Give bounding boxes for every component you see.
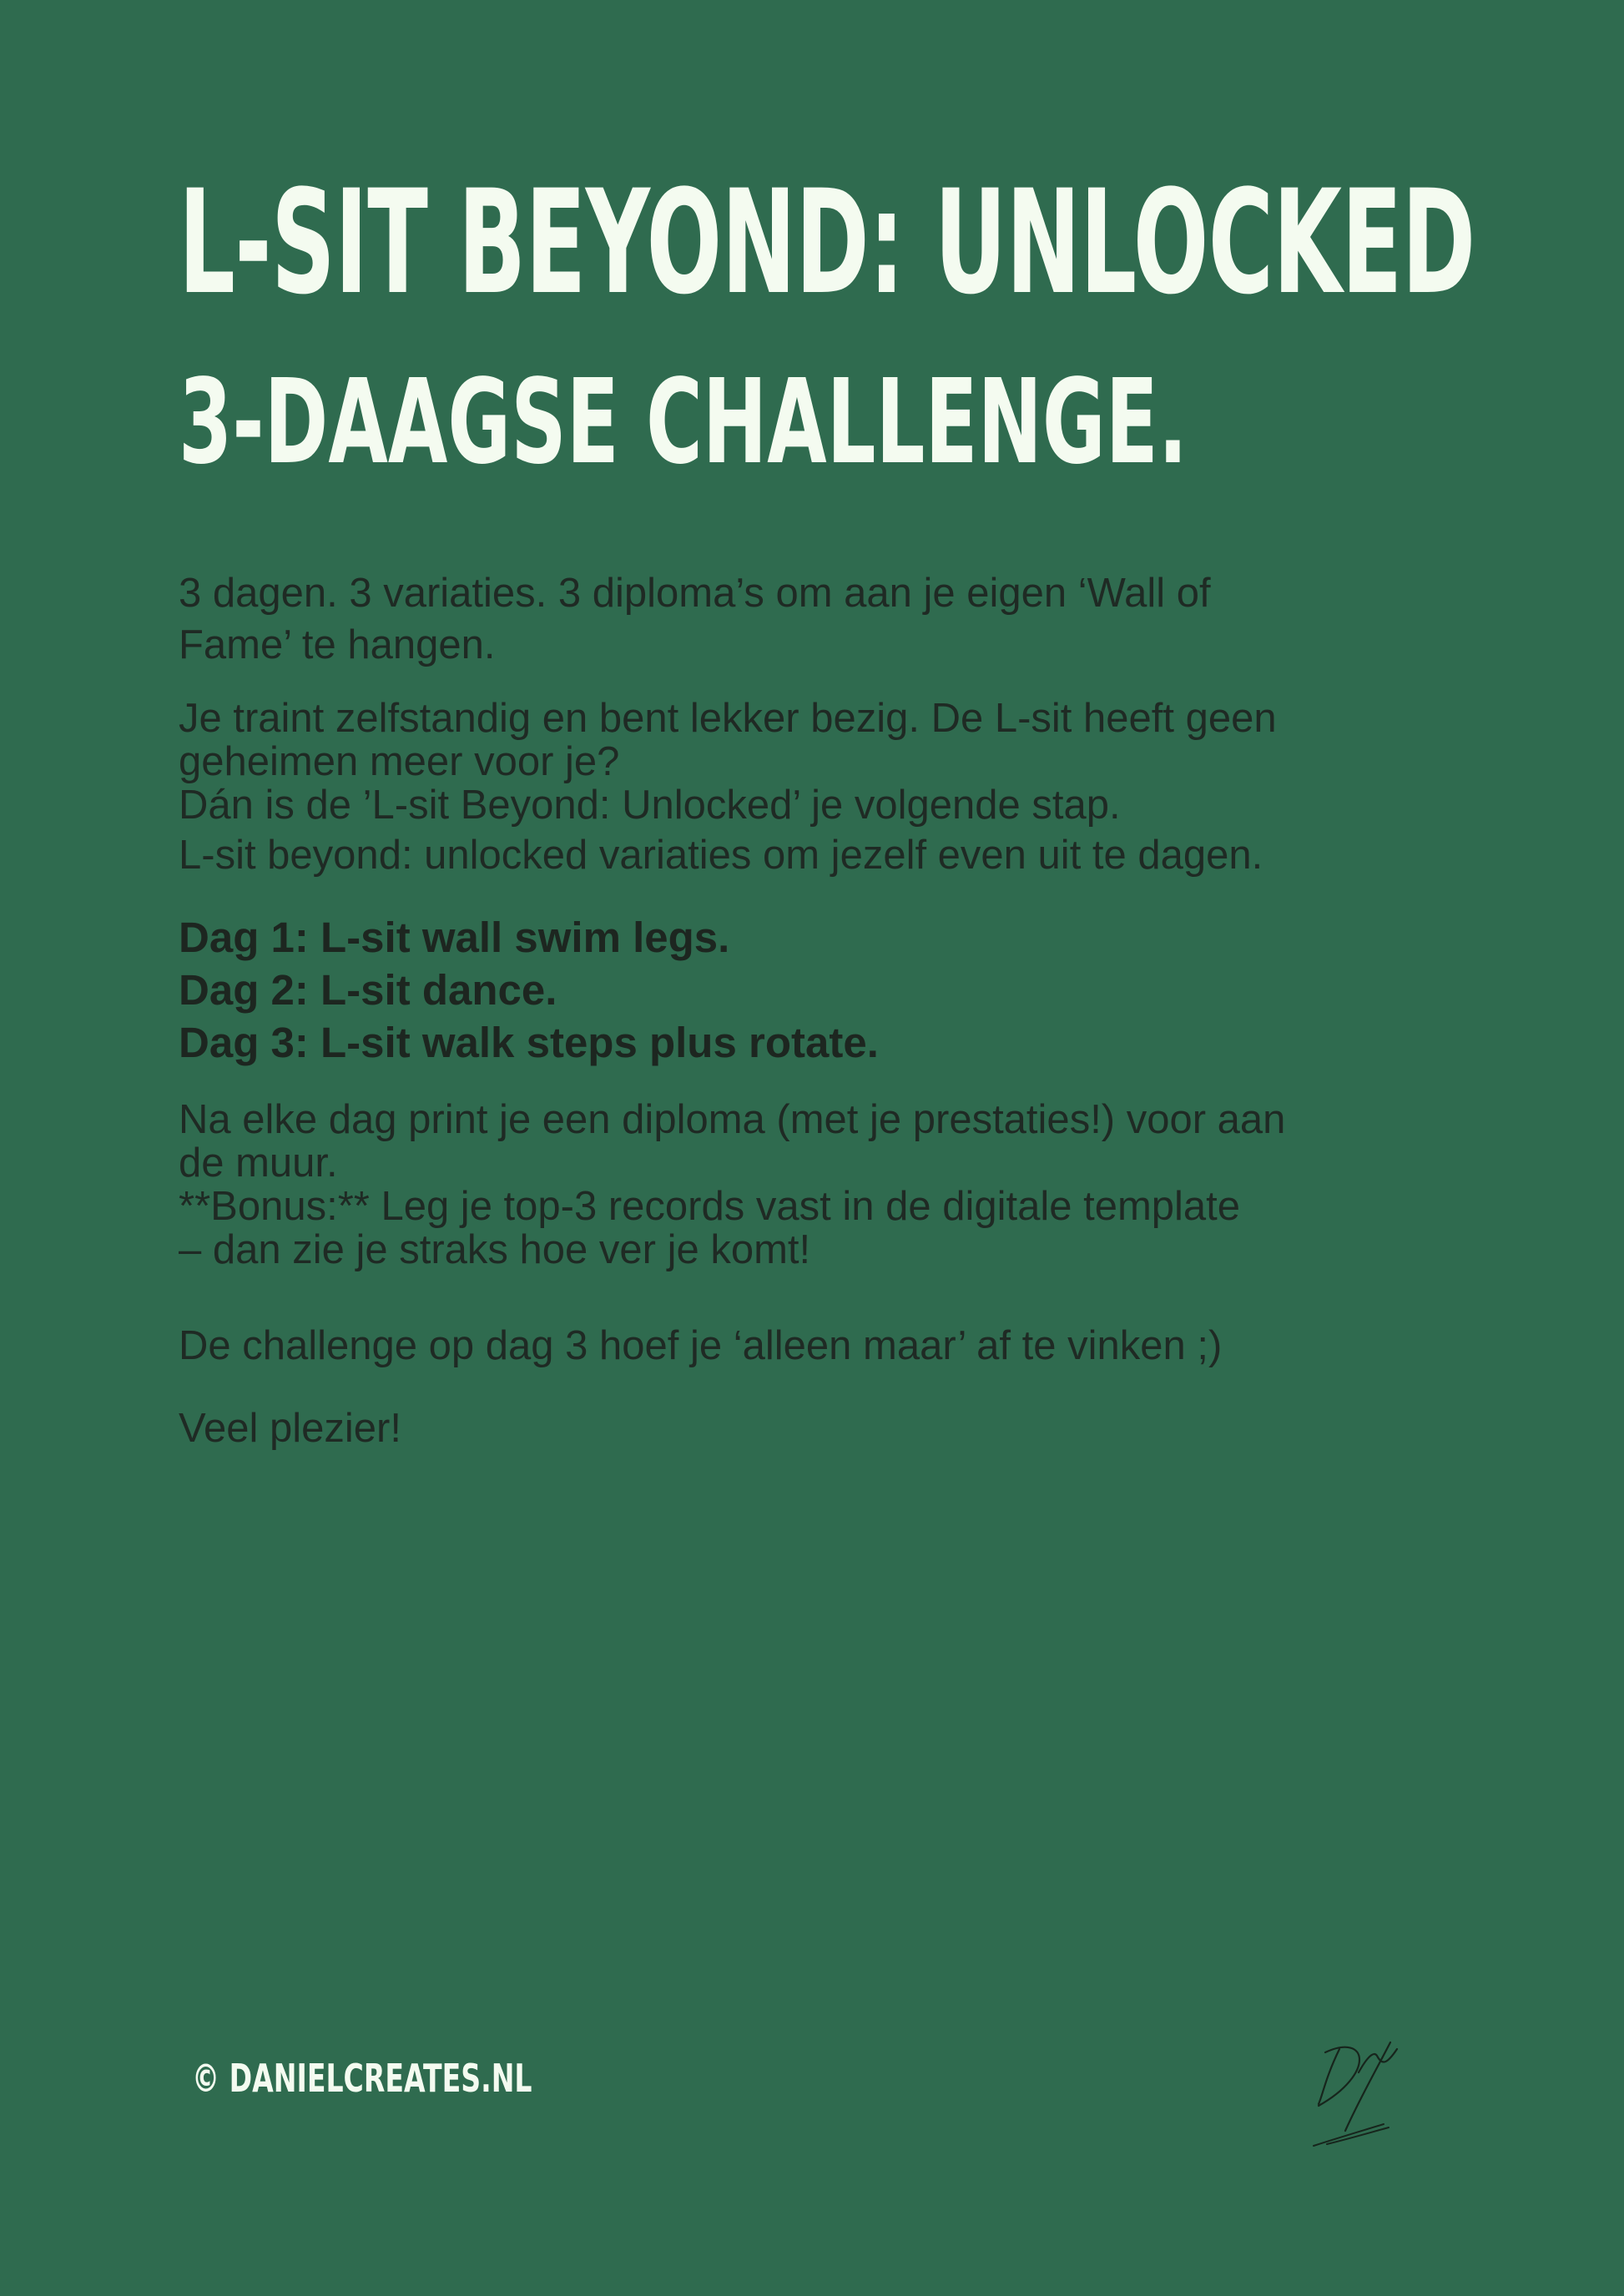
intro-line: 3 dagen. 3 variaties. 3 diploma’s om aan je eigen ‘Wall of bbox=[179, 571, 1211, 616]
bonus-line: – dan zie je straks hoe ver je komt! bbox=[179, 1227, 811, 1272]
page-subtitle: 3-DAAGSE CHALLENGE. bbox=[179, 355, 1188, 491]
training-line: Dán is de ’L-sit Beyond: Unlocked’ je volgende stap. bbox=[179, 783, 1121, 828]
training-line: L-sit beyond: unlocked variaties om jezelf even uit te dagen. bbox=[179, 833, 1263, 878]
challenge-note: De challenge op dag 3 hoef je ‘alleen maar’ af te vinken ;) bbox=[179, 1323, 1223, 1368]
diploma-paragraph bbox=[179, 1098, 1285, 1271]
training-paragraph bbox=[179, 697, 1277, 877]
day-3-item: Dag 3: L-sit walk steps plus rotate. bbox=[179, 1019, 879, 1066]
training-line: geheimen meer voor je? bbox=[179, 739, 620, 784]
closing-line: Veel plezier! bbox=[179, 1406, 401, 1451]
day-1-item: Dag 1: L-sit wall swim legs. bbox=[179, 914, 730, 961]
training-line: Je traint zelfstandig en bent lekker bezig. De L-sit heeft geen bbox=[179, 696, 1277, 741]
intro-line: Fame’ te hangen. bbox=[179, 622, 496, 667]
day-2-item: Dag 2: L-sit dance. bbox=[179, 966, 557, 1014]
intro-paragraph bbox=[179, 567, 1211, 671]
diploma-line: de muur. bbox=[179, 1140, 338, 1186]
page-title: L-SIT BEYOND: UNLOCKED bbox=[179, 159, 1475, 326]
day-list bbox=[179, 911, 879, 1069]
signature-icon bbox=[1310, 2032, 1419, 2149]
diploma-line: Na elke dag print je een diploma (met je prestaties!) voor aan bbox=[179, 1097, 1286, 1142]
bonus-line: **Bonus:** Leg je top-3 records vast in de digitale template bbox=[179, 1184, 1241, 1229]
copyright-text: © DANIELCREATES.NL bbox=[192, 2056, 532, 2101]
